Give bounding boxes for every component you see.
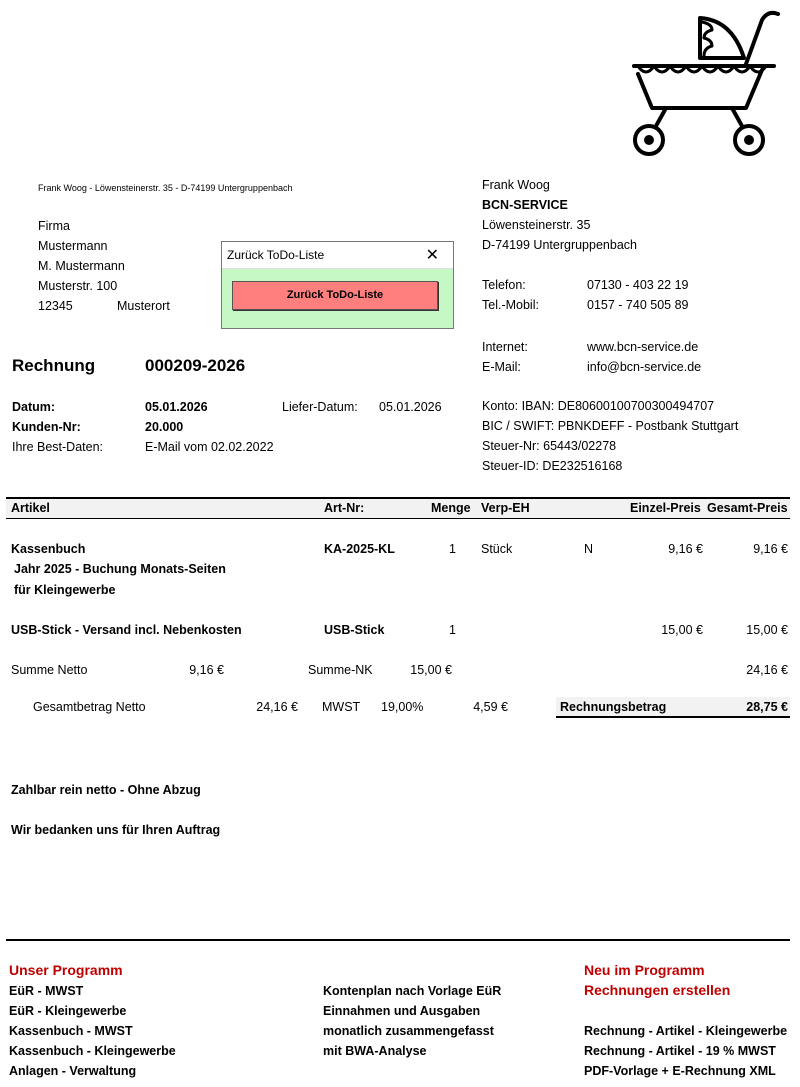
best-value: E-Mail vom 02.02.2022 [145,440,274,454]
footer-col2-item: Kontenplan nach Vorlage EüR [323,984,502,998]
phone-value: 07130 - 403 22 19 [587,278,689,292]
footer-col3-item: Rechnung - Artikel - 19 % MWST [584,1044,776,1058]
mwst-rate: 19,00% [381,700,424,714]
col-menge: Menge [431,501,471,515]
row1-gesamt: 9,16 € [753,542,788,556]
row2-artikel: USB-Stick - Versand incl. Nebenkosten [11,623,242,637]
footer-col1-title: Unser Programm [9,962,123,978]
thanks-note: Wir bedanken uns für Ihren Auftrag [11,823,221,837]
kunden-label: Kunden-Nr: [12,420,81,434]
email-value: info@bcn-service.de [587,360,702,374]
datum-value: 05.01.2026 [145,400,208,414]
kunden-value: 20.000 [145,420,184,434]
phone-label: Telefon: [482,278,526,292]
row2-artnr: USB-Stick [324,623,385,637]
konto-line: Konto: IBAN: DE80600100700300494707 [482,399,715,413]
footer-col1-item: EüR - MWST [9,984,84,998]
row2-gesamt: 15,00 € [746,623,788,637]
row1-desc2: für Kleingewerbe [14,583,116,597]
mwst-label: MWST [322,700,361,714]
row1-verp: Stück [481,542,513,556]
footer-col1-item: EüR - Kleingewerbe [9,1004,127,1018]
footer-col1-item: Anlagen - Verwaltung [9,1064,137,1078]
col-gesamt: Gesamt-Preis [707,501,788,515]
email-label: E-Mail: [482,360,521,374]
liefer-label: Liefer-Datum: [282,400,358,414]
summe-nk-value: 15,00 € [410,663,452,677]
row2-einzel: 15,00 € [661,623,703,637]
datum-label: Datum: [12,400,56,414]
invoice-title: Rechnung [12,356,96,375]
col-artikel: Artikel [11,501,50,515]
footer-col1-item: Kassenbuch - Kleingewerbe [9,1044,176,1058]
mwst-value: 4,59 € [473,700,508,714]
footer-col3-title1: Neu im Programm [584,962,705,978]
row2-menge: 1 [449,623,456,637]
footer-col2-item: monatlich zusammengefasst [323,1024,494,1038]
company-city: D-74199 Untergruppenbach [482,238,637,252]
recipient-zip: 12345 [38,299,73,313]
company-name: Frank Woog [482,178,550,192]
col-verp: Verp-EH [481,501,530,515]
back-todo-button[interactable]: Zurück ToDo-Liste [232,281,438,310]
liefer-value: 05.01.2026 [379,400,442,414]
gesamt-netto-value: 24,16 € [256,700,298,714]
row1-menge: 1 [449,542,456,556]
best-label: Ihre Best-Daten: [12,440,104,454]
mobile-label: Tel.-Mobil: [482,298,539,312]
row1-desc1: Jahr 2025 - Buchung Monats-Seiten [14,562,226,576]
row1-flag: N [584,542,594,556]
table-header-rule [6,518,790,519]
rechnungsbetrag-label: Rechnungsbetrag [560,700,667,714]
recipient-line1: Firma [38,219,70,233]
rechnungsbetrag-value: 28,75 € [746,700,788,714]
footer-col2-item: mit BWA-Analyse [323,1044,427,1058]
company-street: Löwensteinerstr. 35 [482,218,591,232]
recipient-line3: M. Mustermann [38,259,125,273]
mobile-value: 0157 - 740 505 89 [587,298,689,312]
dialog-titlebar [222,242,453,269]
bic-line: BIC / SWIFT: PBNKDEFF - Postbank Stuttgart [482,419,739,433]
steuerid-line: Steuer-ID: DE232516168 [482,459,623,473]
summe-netto-value: 9,16 € [189,663,224,677]
close-icon[interactable]: ✕ [425,247,439,264]
company-brand: BCN-SERVICE [482,198,568,212]
footer-col1-item: Kassenbuch - MWST [9,1024,133,1038]
col-artnr: Art-Nr: [324,501,365,515]
footer-col3-item: Rechnung - Artikel - Kleingewerbe [584,1024,788,1038]
row1-artikel: Kassenbuch [11,542,86,556]
row1-artnr: KA-2025-KL [324,542,395,556]
footer-col3-title2: Rechnungen erstellen [584,982,731,998]
steuernr-line: Steuer-Nr: 65443/02278 [482,439,617,453]
subtotal-value: 24,16 € [746,663,788,677]
summe-netto-label: Summe Netto [11,663,88,677]
row1-einzel: 9,16 € [668,542,703,556]
footer-col3-item: PDF-Vorlage + E-Rechnung XML [584,1064,776,1078]
recipient-city: Musterort [117,299,170,313]
sender-line: Frank Woog - Löwensteinerstr. 35 - D-74199 Untergruppenbach [38,183,293,193]
dialog-title: Zurück ToDo-Liste [227,248,325,262]
internet-value: www.bcn-service.de [587,340,699,354]
col-einzel: Einzel-Preis [630,501,701,515]
payment-note: Zahlbar rein netto - Ohne Abzug [11,783,201,797]
footer-rule [6,939,790,941]
recipient-line2: Mustermann [38,239,108,253]
baby-carriage-icon [628,8,780,160]
gesamt-netto-label: Gesamtbetrag Netto [33,700,146,714]
internet-label: Internet: [482,340,528,354]
invoice-number: 000209-2026 [145,356,246,375]
summe-nk-label: Summe-NK [308,663,373,677]
recipient-street: Musterstr. 100 [38,279,118,293]
todo-dialog [221,241,454,329]
footer-col2-item: Einnahmen und Ausgaben [323,1004,481,1018]
